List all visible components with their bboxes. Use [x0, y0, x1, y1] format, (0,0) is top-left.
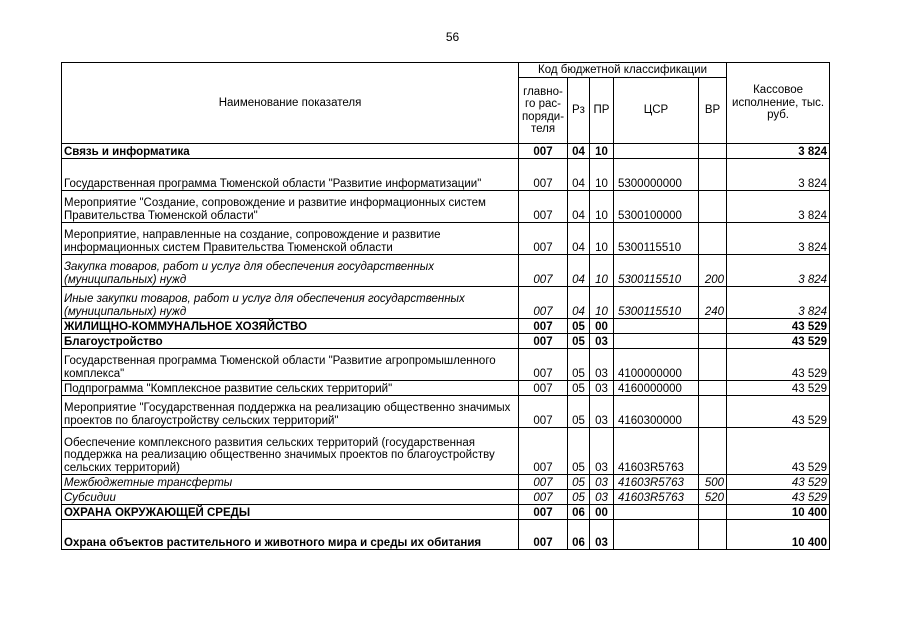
row-rz-code: 05 [568, 349, 590, 381]
row-amount: 3 824 [727, 255, 830, 287]
row-name: Государственная программа Тюменской области "Развитие агропромышленного комплекса" [62, 349, 519, 381]
row-pr-code: 10 [590, 287, 614, 319]
row-main-manager-code: 007 [519, 396, 568, 428]
row-vr-code [699, 381, 727, 396]
row-name: Обеспечение комплексного развития сельских территорий (государственная поддержка на реализацию общественно значимых проектов по благоустройству сельских территорий) [62, 428, 519, 475]
row-pr-code: 03 [590, 428, 614, 475]
row-name: Иные закупки товаров, работ и услуг для обеспечения государственных (муниципальных) нужд [62, 287, 519, 319]
row-rz-code: 06 [568, 520, 590, 550]
row-main-manager-code: 007 [519, 349, 568, 381]
row-csr-code: 4100000000 [614, 349, 699, 381]
row-csr-code [614, 520, 699, 550]
row-rz-code: 05 [568, 319, 590, 334]
table-row [62, 191, 830, 223]
row-name: ЖИЛИЩНО-КОММУНАЛЬНОЕ ХОЗЯЙСТВО [62, 319, 519, 334]
row-csr-code [614, 319, 699, 334]
row-amount: 43 529 [727, 349, 830, 381]
row-csr-code: 41603R5763 [614, 490, 699, 505]
row-csr-code: 5300100000 [614, 191, 699, 223]
row-name: Мероприятие, направленные на создание, сопровождение и развитие информационных систем Правительства Тюменской области [62, 223, 519, 255]
row-amount: 43 529 [727, 428, 830, 475]
row-name: Субсидии [62, 490, 519, 505]
row-pr-code: 10 [590, 223, 614, 255]
header-vr: ВР [699, 78, 727, 144]
row-name: Закупка товаров, работ и услуг для обеспечения государственных (муниципальных) нужд [62, 255, 519, 287]
row-main-manager-code: 007 [519, 159, 568, 191]
table-row [62, 319, 830, 334]
row-main-manager-code: 007 [519, 475, 568, 490]
row-vr-code [699, 520, 727, 550]
header-csr: ЦСР [614, 78, 699, 144]
row-main-manager-code: 007 [519, 191, 568, 223]
row-csr-code: 5300000000 [614, 159, 699, 191]
row-amount: 3 824 [727, 223, 830, 255]
row-rz-code: 05 [568, 334, 590, 349]
row-amount: 43 529 [727, 334, 830, 349]
row-pr-code: 03 [590, 349, 614, 381]
row-main-manager-code: 007 [519, 223, 568, 255]
row-pr-code: 10 [590, 144, 614, 159]
row-name: ОХРАНА ОКРУЖАЮЩЕЙ СРЕДЫ [62, 505, 519, 520]
row-vr-code [699, 428, 727, 475]
row-pr-code: 03 [590, 520, 614, 550]
row-rz-code: 04 [568, 159, 590, 191]
table-body [62, 144, 830, 550]
row-rz-code: 04 [568, 144, 590, 159]
row-main-manager-code: 007 [519, 287, 568, 319]
row-name: Охрана объектов растительного и животного мира и среды их обитания [62, 520, 519, 550]
row-main-manager-code: 007 [519, 144, 568, 159]
row-vr-code [699, 159, 727, 191]
row-name: Государственная программа Тюменской области "Развитие информатизации" [62, 159, 519, 191]
table-row [62, 505, 830, 520]
row-vr-code [699, 144, 727, 159]
budget-execution-table [61, 62, 830, 550]
header-main-manager: главно-го рас-поряди-теля [519, 78, 568, 144]
table-row [62, 428, 830, 475]
row-csr-code: 5300115510 [614, 223, 699, 255]
row-amount: 43 529 [727, 490, 830, 505]
row-vr-code: 240 [699, 287, 727, 319]
header-budget-classification-code: Код бюджетной классификации [519, 63, 727, 78]
row-main-manager-code: 007 [519, 334, 568, 349]
row-amount: 3 824 [727, 144, 830, 159]
row-rz-code: 04 [568, 191, 590, 223]
row-pr-code: 03 [590, 381, 614, 396]
row-name: Подпрограмма "Комплексное развитие сельских территорий" [62, 381, 519, 396]
row-name: Межбюджетные трансферты [62, 475, 519, 490]
row-main-manager-code: 007 [519, 319, 568, 334]
table-row [62, 223, 830, 255]
row-rz-code: 06 [568, 505, 590, 520]
row-csr-code [614, 505, 699, 520]
header-cash-execution: Кассовое исполнение, тыс. руб. [727, 63, 830, 144]
row-rz-code: 04 [568, 287, 590, 319]
row-vr-code [699, 191, 727, 223]
header-rz: Рз [568, 78, 590, 144]
row-amount: 3 824 [727, 287, 830, 319]
table-row [62, 287, 830, 319]
row-amount: 3 824 [727, 191, 830, 223]
table-row [62, 144, 830, 159]
row-vr-code [699, 319, 727, 334]
row-rz-code: 05 [568, 490, 590, 505]
row-main-manager-code: 007 [519, 520, 568, 550]
row-csr-code: 41603R5763 [614, 428, 699, 475]
row-vr-code: 520 [699, 490, 727, 505]
table-row [62, 475, 830, 490]
row-amount: 43 529 [727, 319, 830, 334]
row-main-manager-code: 007 [519, 505, 568, 520]
row-csr-code: 4160300000 [614, 396, 699, 428]
table-row [62, 520, 830, 550]
row-csr-code [614, 334, 699, 349]
row-rz-code: 04 [568, 223, 590, 255]
row-pr-code: 03 [590, 396, 614, 428]
row-pr-code: 03 [590, 475, 614, 490]
row-vr-code [699, 223, 727, 255]
row-main-manager-code: 007 [519, 255, 568, 287]
row-pr-code: 00 [590, 319, 614, 334]
table-row [62, 381, 830, 396]
table-row [62, 255, 830, 287]
row-csr-code: 4160000000 [614, 381, 699, 396]
row-vr-code [699, 505, 727, 520]
row-pr-code: 03 [590, 334, 614, 349]
row-name: Мероприятие "Создание, сопровождение и развитие информационных систем Правительства Тюменской области" [62, 191, 519, 223]
row-pr-code: 00 [590, 505, 614, 520]
row-csr-code: 41603R5763 [614, 475, 699, 490]
table-row [62, 159, 830, 191]
row-vr-code [699, 349, 727, 381]
row-main-manager-code: 007 [519, 381, 568, 396]
table-row [62, 490, 830, 505]
row-amount: 10 400 [727, 520, 830, 550]
row-rz-code: 05 [568, 475, 590, 490]
table-row [62, 396, 830, 428]
row-pr-code: 10 [590, 191, 614, 223]
row-vr-code [699, 334, 727, 349]
row-rz-code: 05 [568, 428, 590, 475]
row-amount: 43 529 [727, 396, 830, 428]
row-csr-code: 5300115510 [614, 287, 699, 319]
row-pr-code: 03 [590, 490, 614, 505]
row-name: Связь и информатика [62, 144, 519, 159]
row-amount: 43 529 [727, 475, 830, 490]
row-vr-code: 200 [699, 255, 727, 287]
row-rz-code: 05 [568, 381, 590, 396]
header-indicator-name: Наименование показателя [62, 63, 519, 144]
page-number: 56 [445, 30, 460, 44]
header-pr: ПР [590, 78, 614, 144]
row-rz-code: 05 [568, 396, 590, 428]
row-main-manager-code: 007 [519, 428, 568, 475]
row-main-manager-code: 007 [519, 490, 568, 505]
row-vr-code: 500 [699, 475, 727, 490]
row-rz-code: 04 [568, 255, 590, 287]
table-row [62, 349, 830, 381]
row-amount: 3 824 [727, 159, 830, 191]
table-row [62, 334, 830, 349]
row-csr-code: 5300115510 [614, 255, 699, 287]
row-pr-code: 10 [590, 255, 614, 287]
row-name: Мероприятие "Государственная поддержка на реализацию общественно значимых проектов по благоустройству сельских территорий" [62, 396, 519, 428]
row-pr-code: 10 [590, 159, 614, 191]
row-amount: 10 400 [727, 505, 830, 520]
row-name: Благоустройство [62, 334, 519, 349]
row-amount: 43 529 [727, 381, 830, 396]
row-csr-code [614, 144, 699, 159]
row-vr-code [699, 396, 727, 428]
